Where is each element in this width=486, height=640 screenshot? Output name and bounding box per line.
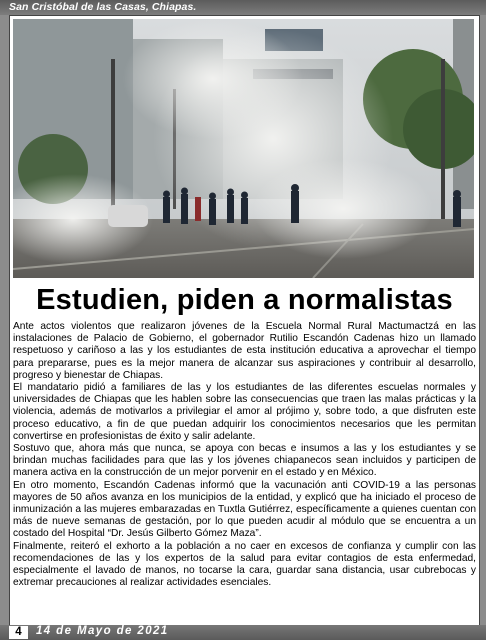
newspaper-page [9, 15, 480, 626]
article-body [13, 321, 476, 589]
article-headline: Estudien, piden a normalistas [36, 284, 453, 316]
article-paragraph: El mandatario pidió a familiares de las y los estudiantes de las diferentes escuelas normales y universidades de Chiapas que les hablen sobre las consecuencias que traen las malas prácticas y la violencia, además de motivarlos a privilegiar el amor al prójimo y, sobre todo, a que disfruten este proceso educativo, a fin de que puedan adquirir los conocimientos necesarios que les permitan convertirse en profesionistas de éxito y salir adelante. [13, 382, 476, 442]
location-line: San Cristóbal de las Casas, Chiapas. [9, 1, 197, 13]
protest-photo [13, 19, 474, 278]
article-paragraph: Ante actos violentos que realizaron jóvenes de la Escuela Normal Rural Mactumactzá en las instalaciones de Palacio de Gobierno, el gobernador Rutilio Escandón Cadenas hizo un llamado respetuoso y cariñoso a las y los estudiantes de esta institución educativa a aprovechar el tiempo para prepararse, pues es la mejor manera de alcanzar sus aspiraciones y contribuir al desarrollo, progreso y bienestar de Chiapas. [13, 321, 476, 381]
article-paragraph: Sostuvo que, ahora más que nunca, se apoya con becas e insumos a las y los estudiantes y se brindan muchas facilidades para que las y los jóvenes chiapanecos sean incluidos y participen de manera activa en la construcción de un mejor porvenir en el estado y en México. [13, 443, 476, 479]
page-number: 4 [9, 626, 28, 639]
article-paragraph: En otro momento, Escandón Cadenas informó que la vacunación anti COVID-19 a las personas mayores de 50 años avanza en los municipios de la entidad, y explicó que ha iniciado el proceso de inmunización a las mujeres embarazadas en Tuxtla Gutiérrez, específicamente a quienes cuentan con más de nueve semanas de gestación, por lo que pueden acudir al módulo que se encuentra a un costado del Hospital “Dr. Jesús Gilberto Gómez Maza”. [13, 479, 476, 540]
article-paragraph: Finalmente, reiteró el exhorto a la población a no caer en excesos de confianza y cumplir con las recomendaciones de las y los expertos de la salud para evitar contagios de esta enfermedad, especialmente el lavado de manos, no tocarse la cara, guardar sana distancia, usar cubrebocas y extremar precauciones al realizar actividades esenciales. [13, 540, 476, 589]
protest-photo-icon [13, 19, 474, 278]
issue-date: 14 de Mayo de 2021 [36, 625, 169, 637]
